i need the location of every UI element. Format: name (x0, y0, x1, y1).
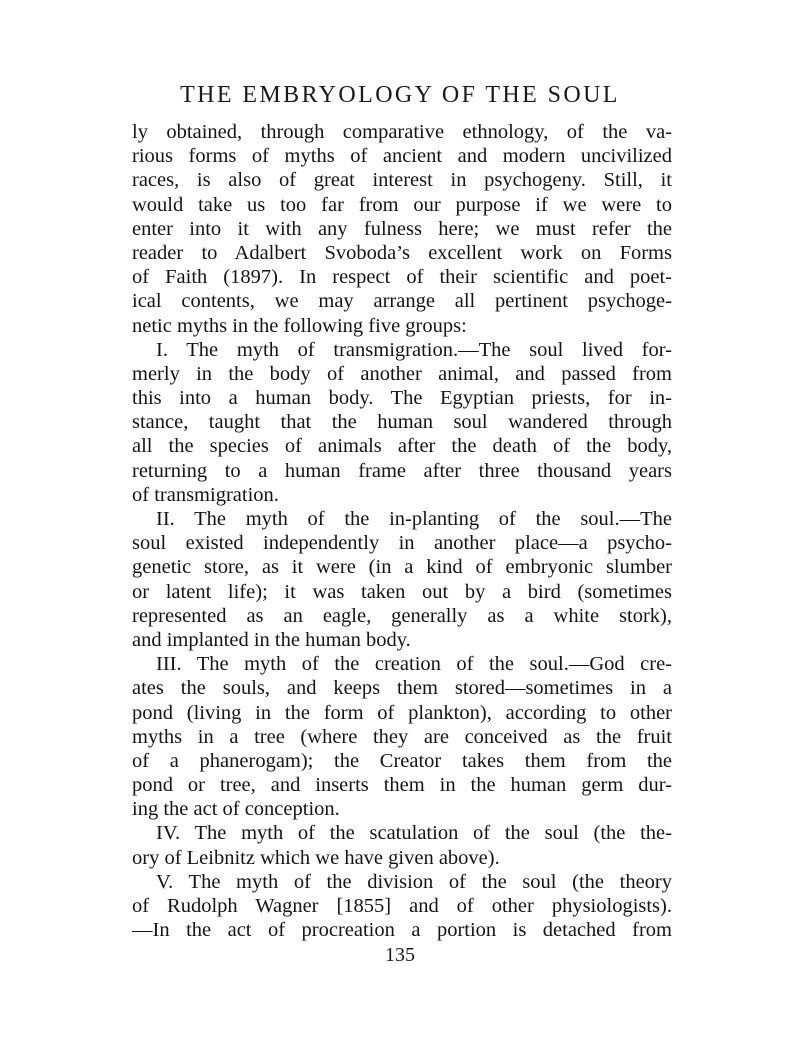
myth-three-heading-line: III. The myth of the creation of the soul.—God cre- (156, 653, 672, 676)
myth-five-heading-line: V. The myth of the division of the soul (the theory (156, 870, 672, 893)
text-line: of a phanerogam); the Creator takes them from the (132, 749, 672, 772)
text-line: would take us too far from our purpose if we were to (132, 193, 672, 216)
text-line: myths in a tree (where they are conceived as the fruit (132, 725, 672, 748)
myth-four-heading-line: IV. The myth of the scatulation of the soul (the the- (156, 822, 672, 845)
text-line: netic myths in the following five groups: (132, 314, 467, 337)
myth-one-heading-line: I. The myth of transmigration.—The soul lived for- (156, 338, 672, 361)
text-line: merly in the body of another animal, and passed from (132, 362, 672, 385)
text-line: and implanted in the human body. (132, 628, 411, 651)
text-line: of Faith (1897). In respect of their scientific and poet- (132, 266, 672, 289)
text-line: reader to Adalbert Svoboda’s excellent work on Forms (132, 241, 672, 264)
body-text (132, 120, 672, 942)
text-line: pond or tree, and inserts them in the human germ dur- (132, 774, 672, 797)
page-number: 135 (385, 944, 415, 966)
text-line: pond (living in the form of plankton), according to other (132, 701, 672, 724)
text-line: ory of Leibnitz which we have given above). (132, 846, 500, 869)
text-line: rious forms of myths of ancient and modern uncivilized (132, 145, 672, 168)
text-line: stance, taught that the human soul wandered through (132, 411, 672, 434)
text-line: enter into it with any fulness here; we must refer the (132, 217, 672, 240)
text-line: returning to a human frame after three thousand years (132, 459, 672, 482)
text-line: ical contents, we may arrange all pertinent psychoge- (132, 290, 672, 313)
text-line: ly obtained, through comparative ethnology, of the va- (132, 121, 672, 143)
text-line: of Rudolph Wagner [1855] and of other physiologists). (132, 895, 672, 917)
text-line: all the species of animals after the death of the body, (132, 435, 672, 458)
text-line: soul existed independently in another place—a psycho- (132, 532, 672, 555)
text-line: ing the act of conception. (132, 798, 340, 821)
text-line: —In the act of procreation a portion is detached from (132, 919, 672, 942)
text-line: represented as an eagle, generally as a white stork), (132, 604, 672, 627)
text-line: this into a human body. The Egyptian priests, for in- (132, 387, 672, 410)
text-line: genetic store, as it were (in a kind of embryonic slumber (132, 556, 672, 579)
text-line: ates the souls, and keeps them stored—sometimes in a (132, 677, 672, 700)
text-line: or latent life); it was taken out by a bird (sometimes (132, 580, 672, 603)
text-line: races, is also of great interest in psychogeny. Still, it (132, 169, 672, 192)
myth-two-heading-line: II. The myth of the in-planting of the soul.—The (156, 508, 672, 530)
running-head: THE EMBRYOLOGY OF THE SOUL (180, 82, 620, 108)
text-line: of transmigration. (132, 483, 279, 506)
